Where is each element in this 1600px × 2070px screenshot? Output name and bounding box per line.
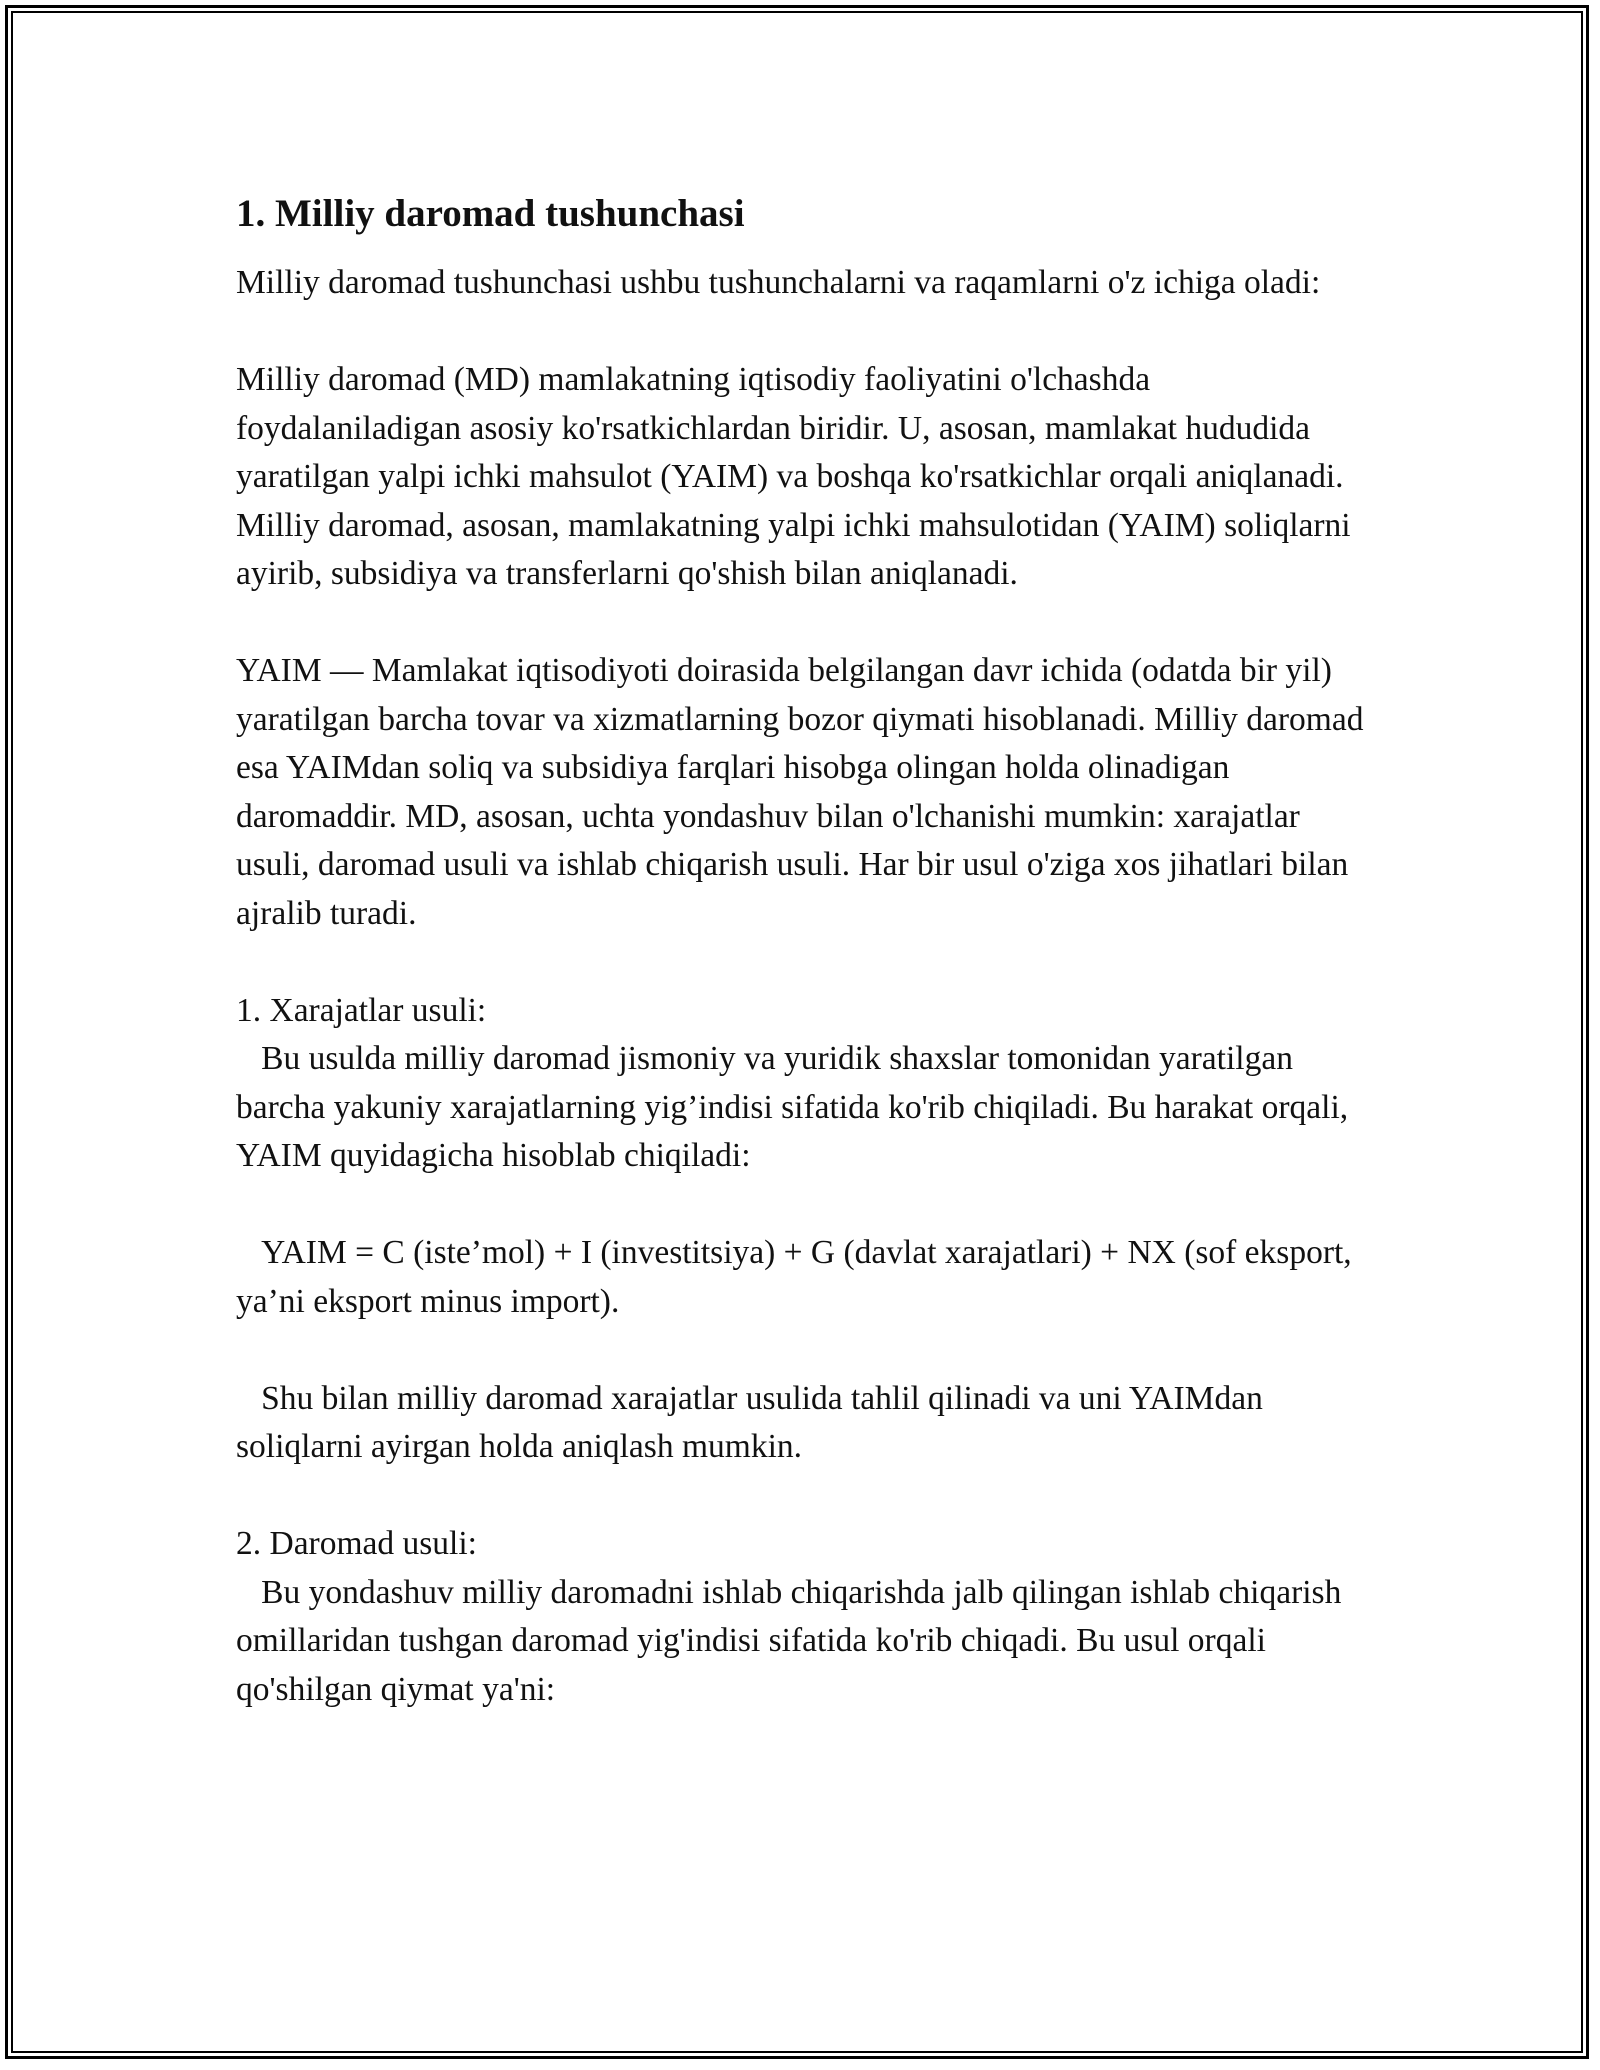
paragraph-spacer [236,1326,1366,1375]
paragraph-spacer [236,938,1366,987]
document-heading: 1. Milliy daromad tushunchasi [236,192,745,235]
paragraph-spacer [236,1181,1366,1230]
section-income-body: Bu yondashuv milliy daromadni ishlab chiqarishda jalb qilingan ishlab chiqarish omillaridan tushgan daromad yig'indisi sifatida ko'rib chiqadi. Bu usul orqali qo'shilgan qiymat ya'ni: [236,1573,1350,1708]
section-expenditure-conclusion: Shu bilan milliy daromad xarajatlar usulida tahlil qilinadi va uni YAIMdan soliqlarni ayirgan holda aniqlash mumkin. [236,1379,1272,1465]
section-expenditure-body: Bu usulda milliy daromad jismoniy va yuridik shaxslar tomonidan yaratilgan barcha yakuniy xarajatlarning yig’indisi sifatida ko'rib chiqiladi. Bu harakat orqali, YAIM quyidagicha hisoblab chiqiladi: [236,1040,1356,1174]
gdp-definition-paragraph: YAIM — Mamlakat iqtisodiyoti doirasida belgilangan davr ichida (odatda bir yil) yaratilgan barcha tovar va xizmatlarning bozor qiymati hisoblanadi. Milliy daromad esa YAIMdan soliq va subsidiya farqlari hisobga olingan holda olinadigan daromaddir. MD, asosan, uchta yondashuv bilan o'lchanishi mumkin: xarajatlar usuli, daromad usuli va ishlab chiqarish usuli. Har bir usul o'ziga xos jihatlari bilan ajralib turadi. [236,652,1372,932]
national-income-definition-paragraph: Milliy daromad (MD) mamlakatning iqtisodiy faoliyatini o'lchashda foydalaniladigan asosiy ko'rsatkichlardan biridir. U, asosan, mamlakat hududida yaratilgan yalpi ichki mahsulot (YAIM) va boshqa ko'rsatkichlar orqali aniqlanadi. Milliy daromad, asosan, mamlakatning yalpi ichki mahsulotidan (YAIM) soliqlarni ayirib, subsidiya va transferlarni qo'shish bilan aniqlanadi. [236,361,1359,592]
document-body [236,186,1372,1714]
paragraph-spacer [236,599,1366,648]
section-income-title: 2. Daromad usuli: [236,1525,477,1562]
gdp-formula: YAIM = C (iste’mol) + I (investitsiya) + G (davlat xarajatlari) + NX (sof eksport, ya’ni eksport minus import). [236,1234,1361,1320]
section-expenditure-title: 1. Xarajatlar usuli: [236,991,487,1029]
paragraph-spacer [236,1472,1366,1521]
intro-paragraph: Milliy daromad tushunchasi ushbu tushunchalarni va raqamlarni o'z ichiga oladi: [236,264,1321,301]
paragraph-spacer [236,308,1366,357]
